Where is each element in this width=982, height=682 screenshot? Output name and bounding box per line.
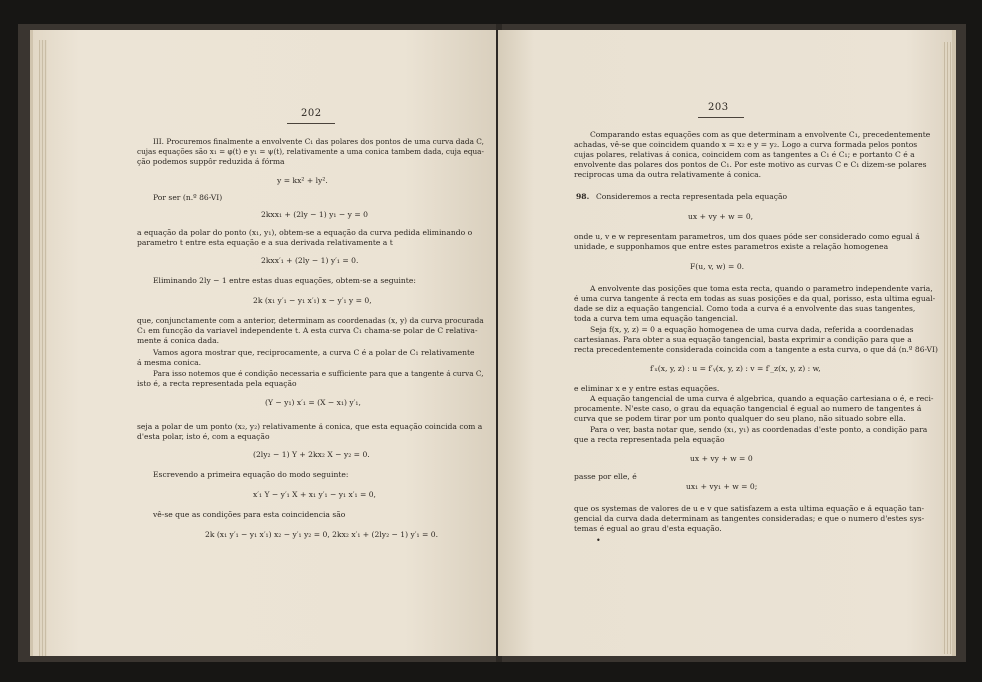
text-line: d'esta polar, isto é, com a equação: [137, 432, 270, 441]
text-line: Para o ver, basta notar que, sendo (x₁, y₁) as coordenadas d'este ponto, a condição para: [590, 425, 928, 434]
text-line: onde u, v e w representam parametros, um dos quaes póde ser considerado como egual á: [574, 232, 920, 241]
equation: 2k (x₁ y′₁ − y₁ x′₁) x₂ − y′₁ y₂ = 0, 2kx₂ x′₁ + (2ly₂ − 1) y′₁ = 0.: [205, 530, 439, 539]
text-line: achadas, vê-se que coincidem quando x = x₂ e y = y₂. Logo a curva formada pelos pontos: [574, 140, 918, 149]
text-line: ção podemos suppôr reduzida á fórma: [137, 157, 285, 166]
text-line: cujas equações são x₁ = φ(t) e y₁ = ψ(t), relativamente a uma conica tambem dada, cuja equa-: [137, 147, 484, 156]
text-line: cujas polares, relativas á conica, coincidem com as tangentes a C₁ é C₁; e portanto C é a: [574, 150, 915, 159]
text-line: Comparando estas equações com as que determinam a envolvente C₁, precedentemente: [590, 130, 931, 139]
text-line: Por ser (n.º 86-VI): [153, 193, 223, 202]
page-number-rule: [698, 117, 744, 118]
text-line: que, conjunctamente com a anterior, determinam as coordenadas (x, y) da curva procurada: [137, 316, 484, 325]
right-page: [498, 30, 956, 656]
text-line: Escrevendo a primeira equação do modo seguinte:: [153, 470, 349, 479]
equation: 2k (x₁ y′₁ − y₁ x′₁) x − y′₁ y = 0,: [253, 296, 372, 305]
equation: (2ly₂ − 1) Y + 2kx₂ X − y₂ = 0.: [253, 450, 370, 459]
text-line: curva que se podem tirar por um ponto qualquer do seu plano, não situado sobre ella.: [574, 414, 906, 423]
equation: ux + vy + w = 0: [690, 454, 753, 463]
text-line: III. Procuremos finalmente a envolvente C₁ das polares dos pontos de uma curva dada C,: [153, 137, 484, 146]
text-line: gencial da curva dada determinam as tangentes consideradas; e que o numero d'estes sys-: [574, 514, 925, 523]
text-line: passe por elle, é: [574, 472, 637, 481]
text-line: vê-se que as condições para esta coincidencia são: [153, 510, 346, 519]
page-number-rule: [287, 123, 335, 124]
text-line: que a recta representada pela equação: [574, 435, 725, 444]
text-line: envolvente das polares dos pontos de C₁. Por este motivo as curvas C e C₁ dizem-se polares: [574, 160, 927, 169]
text-line: Seja f(x, y, z) = 0 a equação homogenea de uma curva dada, referida a coordenadas: [590, 325, 914, 334]
left-page: [30, 30, 498, 656]
text-line: e eliminar x e y entre estas equações.: [574, 384, 720, 393]
text-line: isto é, a recta representada pela equação: [137, 379, 297, 388]
text-line: dade se diz a equação tangencial. Como toda a curva é a envolvente das suas tangentes,: [574, 304, 916, 313]
ink-speck: •: [596, 536, 601, 545]
text-line: mente á conica dada.: [137, 336, 220, 345]
equation: ux + vy + w = 0,: [688, 212, 754, 221]
text-line: parametro t entre esta equação e a sua derivada relativamente a t: [137, 238, 393, 247]
text-line: unidade, e supponhamos que entre estes parametros existe a relação homogenea: [574, 242, 889, 251]
equation: y = kx² + ly².: [277, 176, 328, 185]
equation: ux₁ + vy₁ + w = 0;: [686, 482, 758, 491]
text-line: seja a polar de um ponto (x₂, y₂) relativamente á conica, que esta equação coincida com a: [137, 422, 483, 431]
section-number: 98.: [576, 192, 590, 201]
equation: 2kxx₁ + (2ly − 1) y₁ − y = 0: [261, 210, 368, 219]
text-line: reciprocas uma da outra relativamente á conica.: [574, 170, 762, 179]
text-line: C₁ em funcção da variavel independente t. A esta curva C₁ chama-se polar de C relativa-: [137, 326, 478, 335]
text-line: a equação da polar do ponto (x₁, y₁), obtem-se a equação da curva pedida eliminando o: [137, 228, 473, 237]
text-line: á mesma conica.: [137, 358, 202, 367]
page-stack-edge: [39, 40, 47, 656]
text-line: temas é egual ao grau d'esta equação.: [574, 524, 722, 533]
text-line: toda a curva tem uma equação tangencial.: [574, 314, 738, 323]
text-line: A equação tangencial de uma curva é algebrica, quando a equação cartesiana o é, e reci-: [590, 394, 934, 403]
text-line: Para isso notemos que é condição necessaria e sufficiente para que a tangente á curva C,: [153, 369, 484, 378]
text-line: recta precedentemente considerada coincida com a tangente a esta curva, o que dá (n.º 86-VI): [574, 345, 938, 354]
equation: f′ₓ(x, y, z) : u = f′ᵧ(x, y, z) : v = f′_z(x, y, z) : w,: [650, 364, 821, 373]
text-line: Vamos agora mostrar que, reciprocamente, a curva C é a polar de C₁ relativamente: [153, 348, 475, 357]
open-book: [18, 24, 966, 662]
equation: F(u, v, w) = 0.: [690, 262, 745, 271]
text-line: Consideremos a recta representada pela equação: [596, 192, 788, 201]
page-number: 203: [708, 102, 729, 113]
page-number: 202: [301, 108, 322, 119]
text-line: procamente. N'este caso, o grau da equação tangencial é egual ao numero de tangentes á: [574, 404, 922, 413]
text-line: Eliminando 2ly − 1 entre estas duas equações, obtem-se a seguinte:: [153, 276, 416, 285]
text-line: A envolvente das posições que toma esta recta, quando o parametro independente varia,: [590, 284, 933, 293]
page-stack-edge: [942, 42, 952, 654]
equation: (Y − y₁) x′₁ = (X − x₁) y′₁,: [265, 398, 361, 407]
text-line: cartesianas. Para obter a sua equação tangencial, basta exprimir a condição para que a: [574, 335, 912, 344]
equation: x′₁ Y − y′₁ X + x₁ y′₁ − y₁ x′₁ = 0,: [253, 490, 376, 499]
text-line: é uma curva tangente á recta em todas as suas posições e da qual, porisso, esta ultima egual-: [574, 294, 936, 303]
text-line: que os systemas de valores de u e v que satisfazem a esta ultima equação e á equação tan-: [574, 504, 925, 513]
equation: 2kxx′₁ + (2ly − 1) y′₁ = 0.: [261, 256, 359, 265]
